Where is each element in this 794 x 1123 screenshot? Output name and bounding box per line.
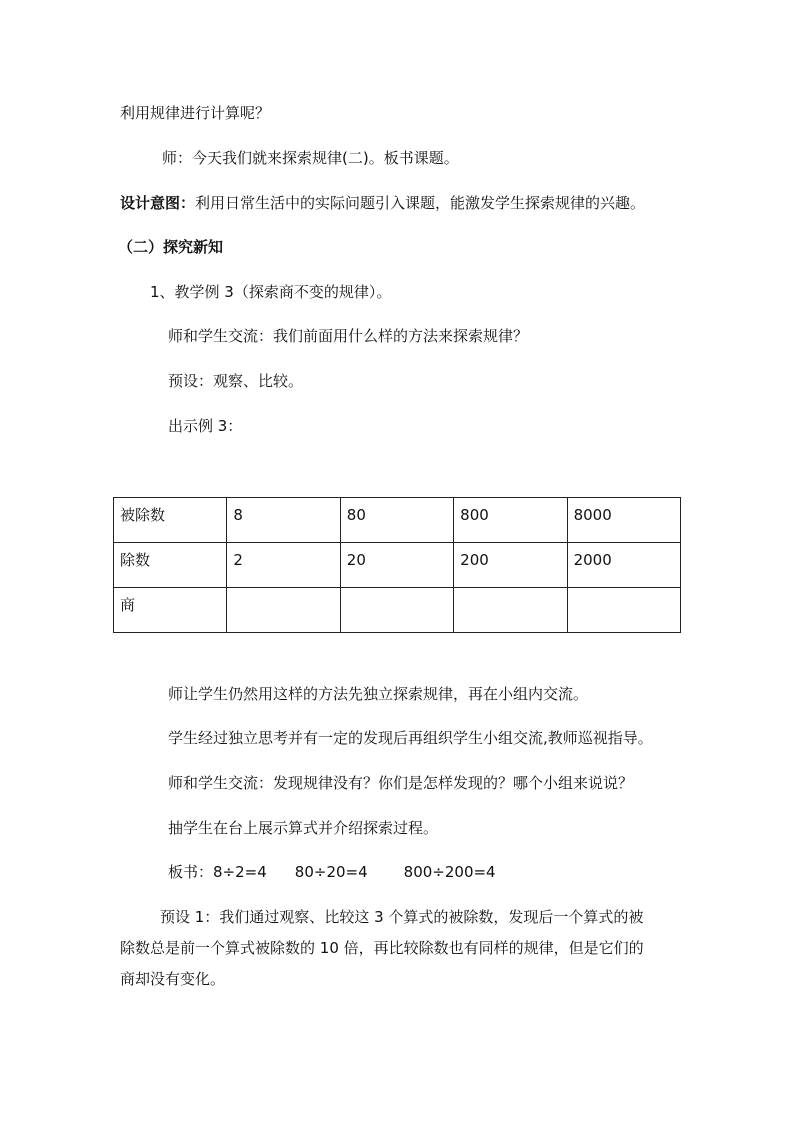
table-cell: 800 <box>454 498 567 543</box>
equation: 8÷2=4 <box>213 863 267 881</box>
paragraph-group-discussion: 学生经过独立思考并有一定的发现后再组织学生小组交流,教师巡视指导。 <box>168 729 653 747</box>
division-table <box>113 497 681 633</box>
table-cell: 8000 <box>567 498 680 543</box>
paragraph-preset-1-line1: 预设 1：我们通过观察、比较这 3 个算式的被除数，发现后一个算式的被 <box>160 908 644 926</box>
blackboard-label: 板书： <box>168 863 214 881</box>
table-cell: 除数 <box>114 543 227 588</box>
paragraph-present-equations: 抽学生在台上展示算式并介绍探索过程。 <box>168 819 439 837</box>
paragraph-show-example: 出示例 3： <box>168 417 243 435</box>
paragraph-preset-1-line2: 除数总是前一个算式被除数的 10 倍，再比较除数也有同样的规律，但是它们的 <box>120 939 644 957</box>
design-intent-label: 设计意图： <box>120 194 196 212</box>
table-cell: 被除数 <box>114 498 227 543</box>
table-cell: 商 <box>114 588 227 633</box>
paragraph-independent-exploration: 师让学生仍然用这样的方法先独立探索规律，再在小组内交流。 <box>168 685 589 703</box>
table-cell <box>227 588 340 633</box>
paragraph-teacher-topic: 师：今天我们就来探索规律(二)。板书课题。 <box>162 149 459 167</box>
table-row <box>114 588 681 633</box>
paragraph-intro-question: 利用规律进行计算呢？ <box>120 104 271 122</box>
table-cell: 20 <box>340 543 453 588</box>
section-heading: （二）探究新知 <box>118 238 224 256</box>
paragraph-teacher-student-exchange: 师和学生交流：我们前面用什么样的方法来探索规律？ <box>168 327 529 345</box>
table-cell: 2 <box>227 543 340 588</box>
table-cell: 200 <box>454 543 567 588</box>
table-cell <box>454 588 567 633</box>
table-cell <box>340 588 453 633</box>
table-cell: 8 <box>227 498 340 543</box>
equation: 800÷200=4 <box>403 863 496 881</box>
paragraph-preset-1-line3: 商却没有变化。 <box>120 970 226 988</box>
equation: 80÷20=4 <box>294 863 368 881</box>
table-row <box>114 543 681 588</box>
paragraph-design-intent <box>120 193 645 213</box>
table-cell: 80 <box>340 498 453 543</box>
paragraph-preset-answer: 预设：观察、比较。 <box>168 372 304 390</box>
table-cell: 2000 <box>567 543 680 588</box>
design-intent-text: 利用日常生活中的实际问题引入课题，能激发学生探索规律的兴趣。 <box>195 194 646 212</box>
table-row <box>114 498 681 543</box>
paragraph-share-findings: 师和学生交流：发现规律没有？你们是怎样发现的？哪个小组来说说？ <box>168 774 634 792</box>
list-item-example-3: 1、教学例 3（探索商不变的规律）。 <box>150 283 392 301</box>
blackboard-equations <box>168 862 496 882</box>
table-cell <box>567 588 680 633</box>
